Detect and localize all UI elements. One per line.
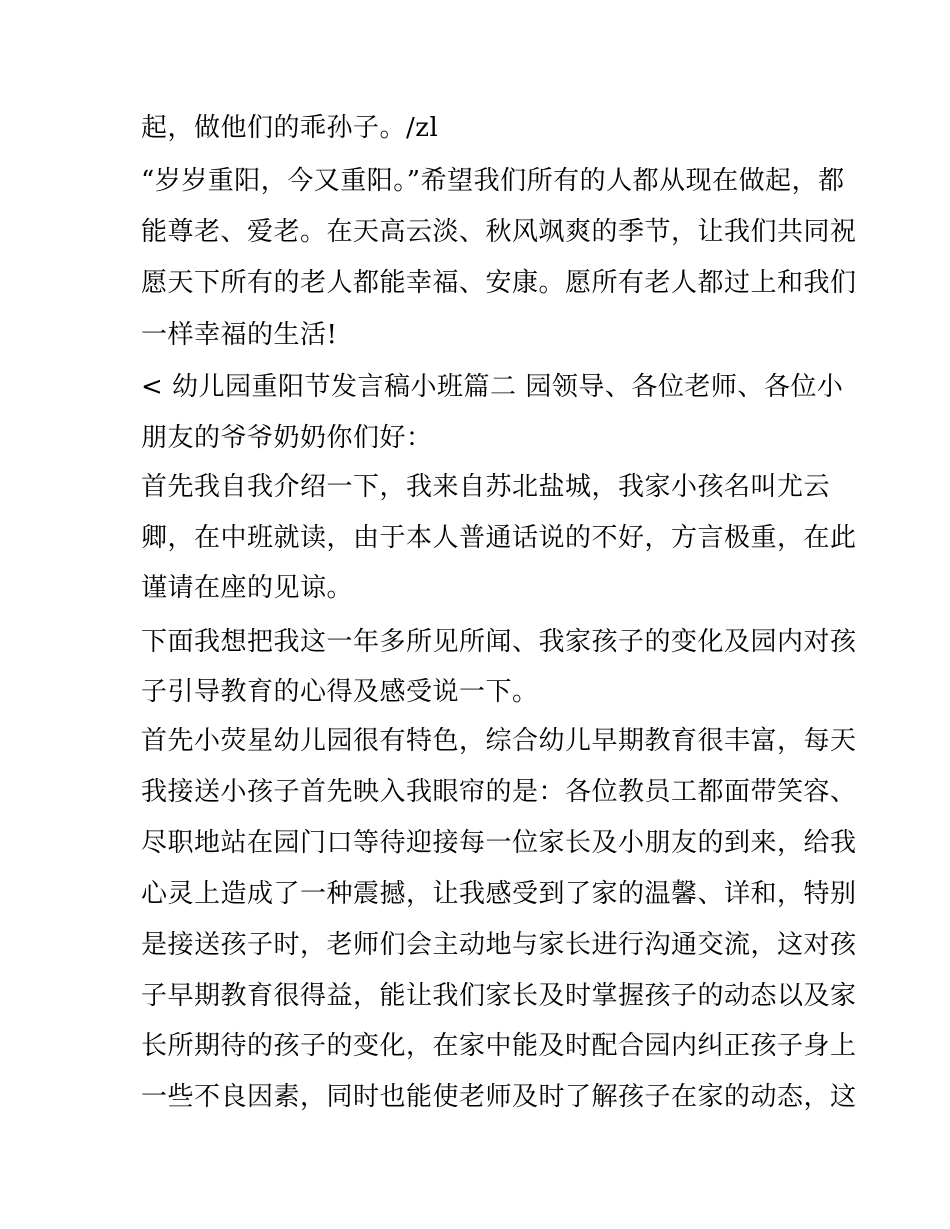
text-line: 起，做他们的乖孙子。/zl [141, 113, 439, 143]
text-line: 一样幸福的生活! [141, 320, 338, 350]
text-line: 我接送小孩子首先映入我眼帘的是：各位教员工都面带笑容、 [141, 777, 857, 807]
text-line: 一些不良因素，同时也能使老师及时了解孩子在家的动态，这 [141, 1082, 857, 1112]
text-line: 能尊老、爱老。在天高云淡、秋风飒爽的季节，让我们共同祝 [141, 217, 857, 247]
text-line: 心灵上造成了一种震撼，让我感受到了家的温馨、详和，特别 [141, 879, 857, 909]
text-line: 朋友的爷爷奶奶你们好： [141, 423, 433, 453]
text-line: 是接送孩子时，老师们会主动地与家长进行沟通交流，这对孩 [141, 930, 857, 960]
text-line: 长所期待的孩子的变化，在家中能及时配合园内纠正孩子身上 [141, 1031, 857, 1061]
text-line: 尽职地站在园门口等待迎接每一位家长及小朋友的到来，给我 [141, 828, 857, 858]
text-line: < 幼儿园重阳节发言稿小班篇二 园领导、各位老师、各位小 [141, 372, 844, 402]
text-line: 谨请在座的见谅。 [141, 573, 354, 603]
text-line: 首先我自我介绍一下，我来自苏北盐城，我家小孩名叫尤云 [141, 472, 831, 502]
text-line: 下面我想把我这一年多所见所闻、我家孩子的变化及园内对孩 [141, 627, 857, 657]
text-line: 卿，在中班就读，由于本人普通话说的不好，方言极重，在此 [141, 523, 857, 553]
text-line: 首先小荧星幼儿园很有特色，综合幼儿早期教育很丰富，每天 [141, 726, 857, 756]
text-line: 子早期教育很得益，能让我们家长及时掌握孩子的动态以及家 [141, 981, 857, 1011]
text-line: “岁岁重阳，今又重阳。”希望我们所有的人都从现在做起，都 [141, 166, 845, 196]
text-line: 愿天下所有的老人都能幸福、安康。愿所有老人都过上和我们 [141, 268, 857, 298]
text-line: 子引导教育的心得及感受说一下。 [141, 677, 539, 707]
